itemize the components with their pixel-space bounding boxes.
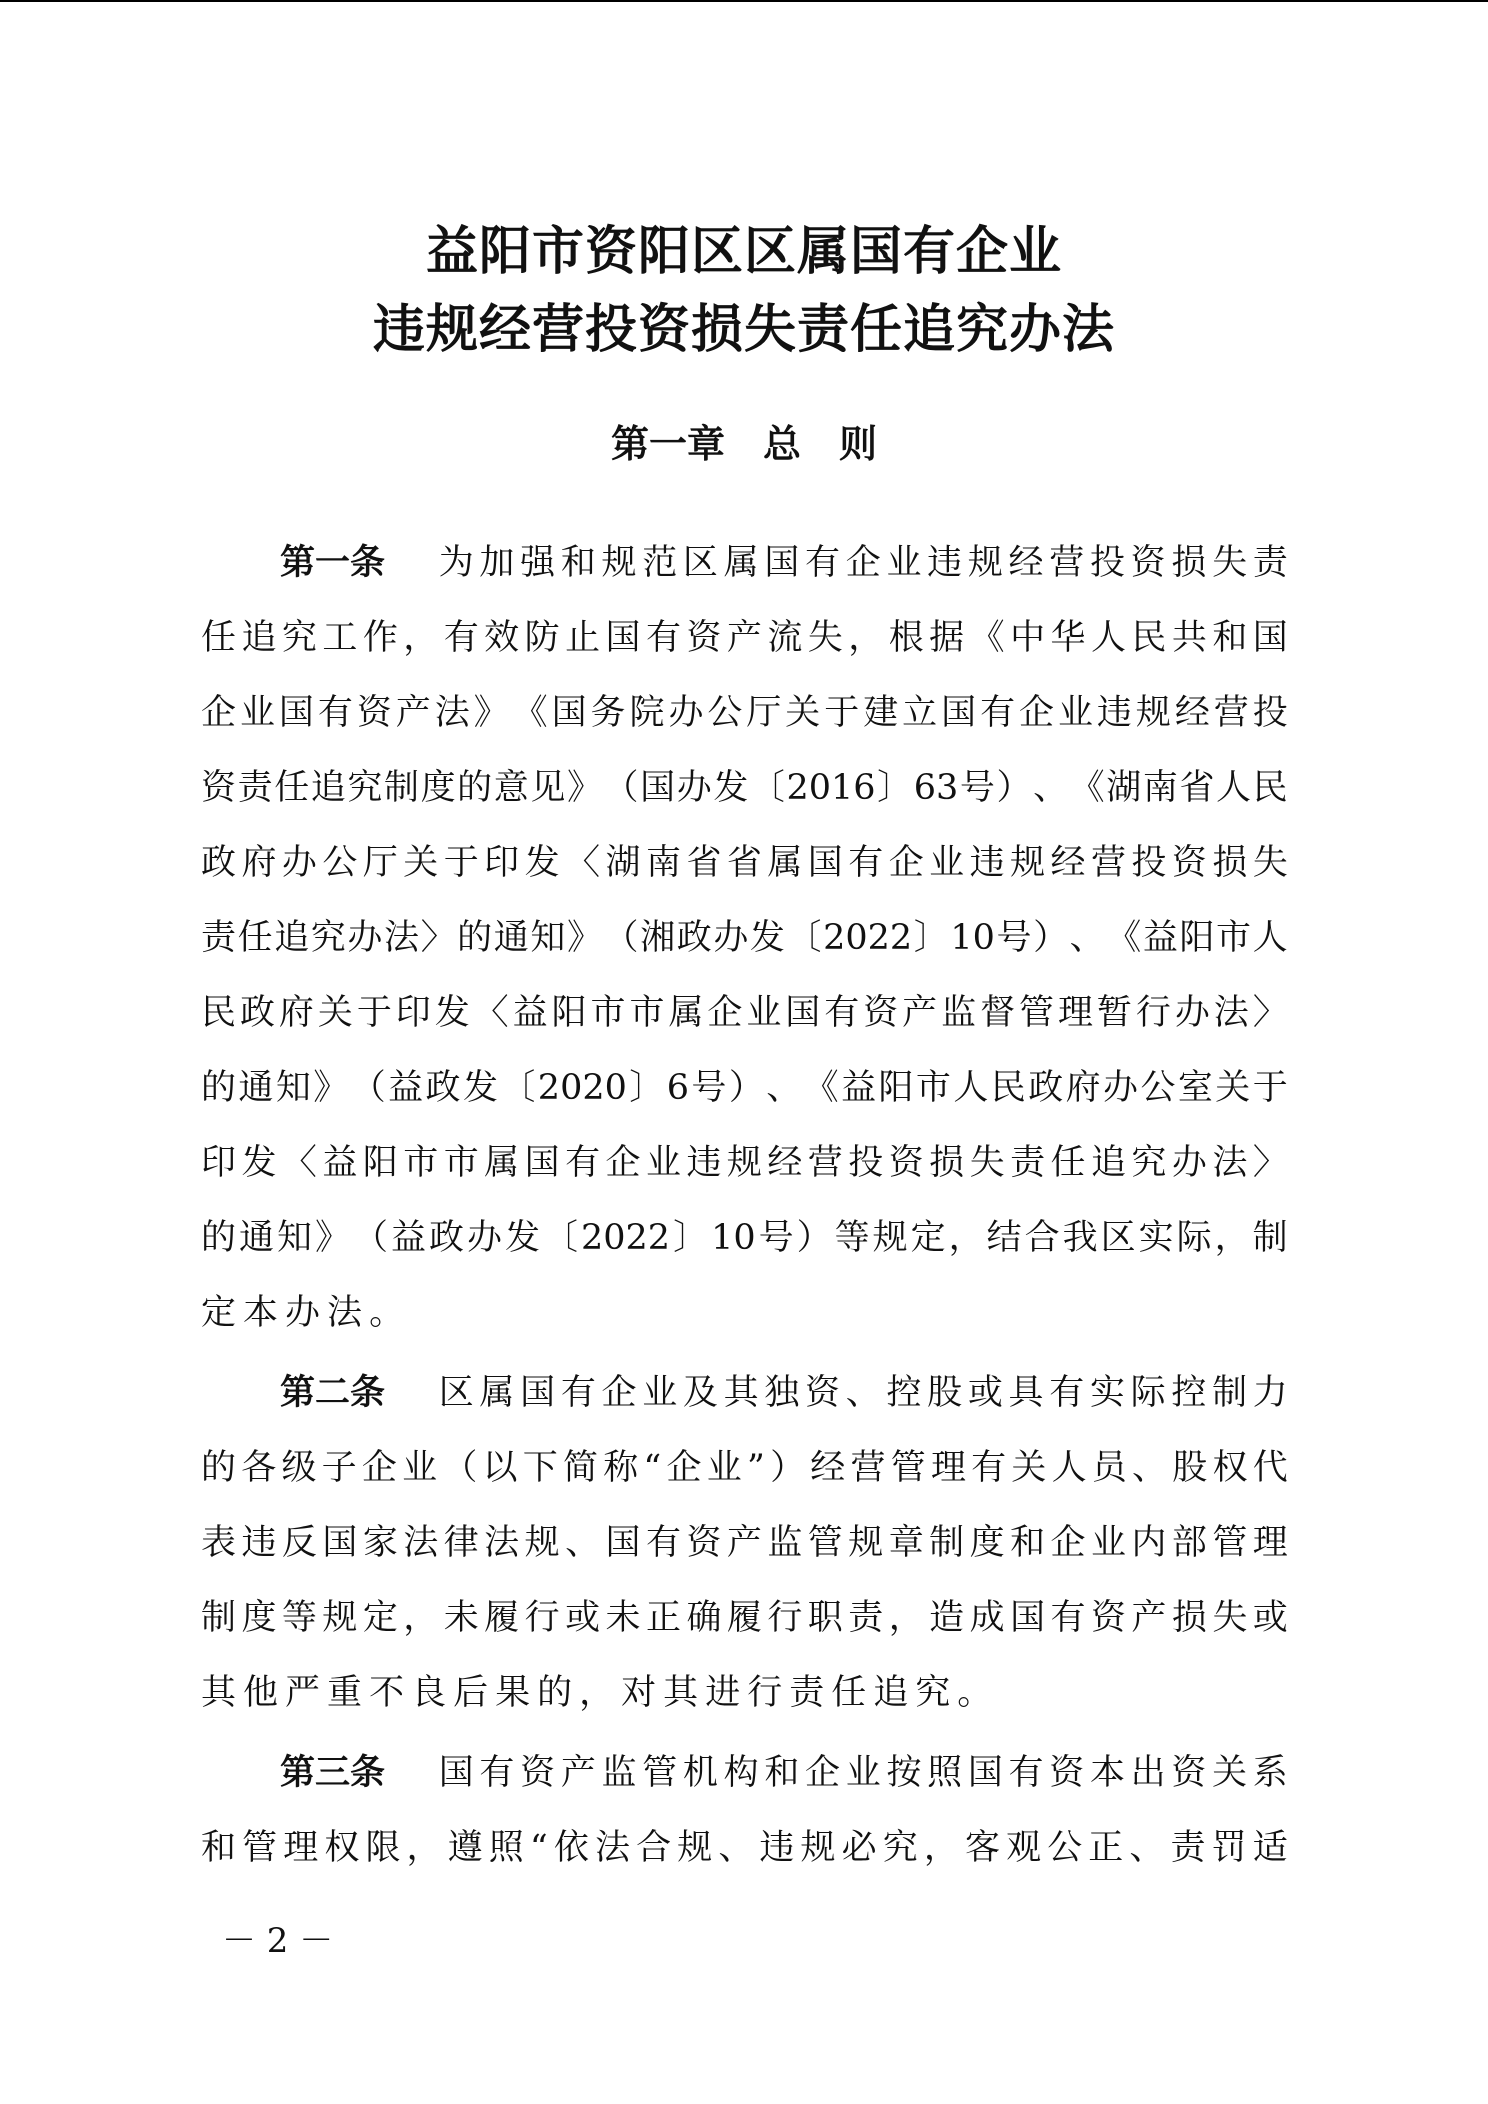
article-2-line-4: 制 度 等 规 定 ， 未 履 行 或 未 正 确 履 行 职 责 ， 造 成 国 有 资 产 损 失 或	[201, 1598, 1288, 1638]
article-1-line-11: 定 本 办 法 。	[201, 1293, 405, 1333]
article-3-line-2: 和 管 理 权 限 ， 遵 照 “ 依 法 合 规 、 违 规 必 究 ， 客 观 公 正 、 责 罚 适	[201, 1828, 1288, 1868]
article-1-label: 第一条	[280, 543, 386, 583]
article-1-line-3: 企 业 国 有 资 产 法 》 《 国 务 院 办 公 厅 关 于 建 立 国 有 企 业 违 规 经 营 投	[201, 693, 1288, 733]
article-1-line-5: 政 府 办 公 厅 关 于 印 发 〈 湖 南 省 省 属 国 有 企 业 违 规 经 营 投 资 损 失	[201, 843, 1288, 883]
article-2-line-5: 其 他 严 重 不 良 后 果 的 ， 对 其 进 行 责 任 追 究 。	[201, 1673, 993, 1713]
article-1-line-6: 责 任 追 究 办 法 〉 的 通 知 》 （ 湘 政 办 发 〔 2022 〕 10 号 ） 、 《 益 阳 市 人	[201, 918, 1288, 958]
article-1-line-1: 第一条 为 加 强 和 规 范 区 属 国 有 企 业 违 规 经 营 投 资 损 失 责	[280, 538, 1288, 588]
article-2-line-2: 的 各 级 子 企 业 （ 以 下 简 称 “ 企 业 ” ） 经 营 管 理 有 关 人 员 、 股 权 代	[201, 1448, 1288, 1488]
chapter-heading: 第一章 总 则	[610, 422, 877, 466]
article-1-line-8: 的 通 知 》 （ 益 政 发 〔 2020 〕 6 号 ） 、 《 益 阳 市 人 民 政 府 办 公 室 关 于	[201, 1068, 1288, 1108]
article-1-line-10: 的 通 知 》 （ 益 政 办 发 〔 2022 〕 10 号 ） 等 规 定 ， 结 合 我 区 实 际 ， 制	[201, 1218, 1288, 1258]
article-2-label: 第二条	[280, 1373, 386, 1413]
article-1-line-7: 民 政 府 关 于 印 发 〈 益 阳 市 市 属 企 业 国 有 资 产 监 督 管 理 暂 行 办 法 〉	[201, 993, 1288, 1033]
page-number: － 2 －	[222, 1921, 334, 1961]
article-2-line-3: 表 违 反 国 家 法 律 法 规 、 国 有 资 产 监 管 规 章 制 度 和 企 业 内 部 管 理	[201, 1523, 1288, 1563]
document-title-line2: 违规经营投资损失责任追究办法	[372, 299, 1115, 360]
article-1-line-9: 印 发 〈 益 阳 市 市 属 国 有 企 业 违 规 经 营 投 资 损 失 责 任 追 究 办 法 〉	[201, 1143, 1288, 1183]
top-border	[0, 0, 1488, 2]
document-title-line1: 益阳市资阳区区属国有企业	[425, 221, 1062, 282]
article-3-label: 第三条	[280, 1753, 386, 1793]
article-1-line-4: 资 责 任 追 究 制 度 的 意 见 》 （ 国 办 发 〔 2016 〕 63 号 ） 、 《 湖 南 省 人 民	[201, 768, 1288, 808]
article-1-line-2: 任 追 究 工 作 ， 有 效 防 止 国 有 资 产 流 失 ， 根 据 《 中 华 人 民 共 和 国	[201, 618, 1288, 658]
article-2-line-1: 第二条 区 属 国 有 企 业 及 其 独 资 、 控 股 或 具 有 实 际 控 制 力	[280, 1368, 1288, 1418]
article-3-line-1: 第三条 国 有 资 产 监 管 机 构 和 企 业 按 照 国 有 资 本 出 资 关 系	[280, 1748, 1288, 1798]
